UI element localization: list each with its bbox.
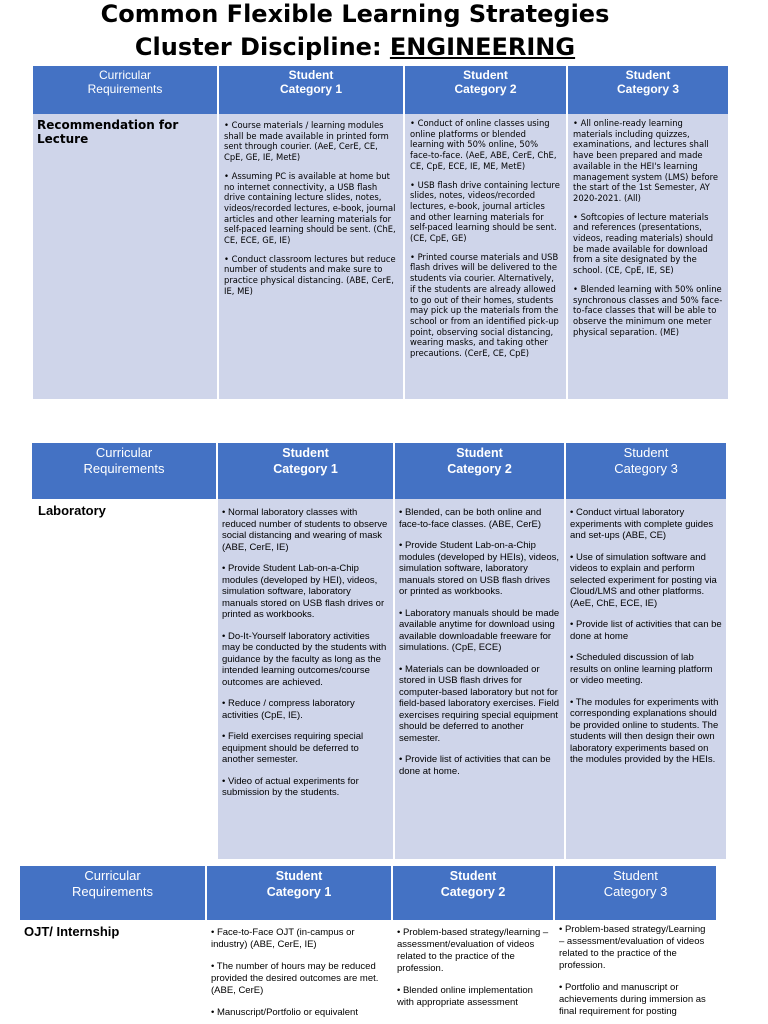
- row-label-ojt-internship: OJT/ Internship: [20, 920, 207, 1024]
- header-line: Requirements: [83, 461, 165, 476]
- list-item: • Materials can be downloaded or stored in USB flash drives for computer-based laboratory but not for field-based laboratory exercises. Field exercises requiring special equipment should be deferred to another semester.: [399, 663, 559, 744]
- ojt-category-1-cell: [207, 920, 393, 1024]
- list-item: • Conduct virtual laboratory experiments with complete guides and set-ups (ABE, CE): [570, 507, 714, 541]
- list-item: • Blended online implementation with appropriate assessment: [397, 985, 533, 1008]
- header-line: Category 3: [603, 884, 668, 899]
- list-item: • Do-It-Yourself laboratory activities may be conducted by the students with guidance by the faculty as long as the intended learning outcomes/course outcomes are achieved.: [222, 630, 387, 688]
- header-line: Student: [449, 869, 497, 883]
- page-title-line1: Common Flexible Learning Strategies: [100, 0, 610, 28]
- header-line: Student: [288, 68, 334, 82]
- header-line: Category 2: [440, 885, 506, 899]
- list-item: • Manuscript/Portfolio or equivalent: [211, 1007, 358, 1018]
- header-line: Category 1: [273, 462, 338, 476]
- header-curricular-requirements: [20, 866, 207, 920]
- list-item: • Portfolio and manuscript or achievements during immersion as final requirement for posting: [559, 982, 706, 1017]
- header-student-category-1: [219, 66, 405, 114]
- list-item: • Use of simulation software and videos to explain and perform selected experiment for posting via Cloud/LMS and other platforms. (AeE, ChE, ECE, IE): [570, 551, 717, 609]
- list-item: • Printed course materials and USB flash drives will be delivered to the students via courier. Alternatively, if the students are already allowed to go out of their homes, students may pick up the materials from the school or from an identified pick-up point, observing social distancing, wearing masks, and taking other precautions. (CerE, CE, CpE): [410, 251, 559, 359]
- header-student-category-3: [566, 443, 726, 499]
- header-line: Student: [613, 868, 658, 883]
- header-student-category-2: [405, 66, 568, 114]
- header-line: Curricular: [84, 868, 141, 883]
- list-item: • Provide list of activities that can be done at home.: [399, 754, 551, 777]
- list-item: • Blended learning with 50% online synchronous classes and 50% face-to-face classes that will be able to observe the minimum one meter physical separation. (ME): [573, 283, 723, 337]
- ojt-category-2-cell: [393, 920, 555, 1024]
- lab-category-3-cell: [566, 499, 726, 859]
- row-label-laboratory: Laboratory: [32, 499, 218, 859]
- list-item: • Blended, can be both online and face-to-face classes. (ABE, CerE): [399, 507, 542, 530]
- list-item: • Course materials / learning modules shall be made available in printed form sent through courier. (AeE, CerE, CE, CpE, GE, IE, MetE): [224, 120, 389, 163]
- list-item: • USB flash drive containing lecture slides, notes, videos/recorded lectures, e-book, journal articles and other learning materials for self-paced learning should be sent. (CE, CpE, GE): [410, 179, 560, 244]
- header-student-category-1: [218, 443, 395, 499]
- header-line: Category 2: [454, 82, 517, 96]
- header-line: Curricular: [98, 68, 151, 82]
- header-curricular-requirements: [32, 443, 218, 499]
- list-item: • Reduce / compress laboratory activities (CpE, IE).: [222, 698, 355, 721]
- header-line: Curricular: [95, 445, 153, 460]
- cluster-label: Cluster Discipline:: [134, 33, 390, 61]
- list-item: • All online-ready learning materials including quizzes, examinations, and lectures shall have been prepared and made available in the HEI's learning management system (LMS) before the start of the 1st Semester, AY 2020-2021. (All): [573, 118, 719, 203]
- laboratory-table: [32, 443, 726, 859]
- list-item: • Laboratory manuals should be made available anytime for download using available downloadable freeware for simulations. (CpE, ECE): [399, 607, 560, 653]
- list-item: • The number of hours may be reduced provided the desired outcomes are met. (ABE, CerE): [211, 961, 379, 996]
- list-item: • Problem-based strategy/Learning – assessment/evaluation of videos related to the practice of the profession.: [559, 924, 706, 971]
- list-item: • Video of actual experiments for submission by the students.: [222, 775, 359, 798]
- header-student-category-1: [207, 866, 393, 920]
- list-item: • Problem-based strategy/learning – assessment/evaluation of videos related to the practice of the profession.: [397, 927, 549, 974]
- header-line: Student: [623, 445, 669, 460]
- row-label-lecture: Recommendation for Lecture: [33, 114, 219, 399]
- list-item: • Conduct of online classes using online platforms or blended learning with 50% online, 50% face-to-face. (AeE, ABE, CerE, ChE, CE, CpE, ECE, IE, ME, MetE): [410, 118, 557, 171]
- list-item: • Scheduled discussion of lab results on online learning platform or video meeting.: [570, 652, 713, 686]
- lecture-category-3-cell: [568, 114, 728, 399]
- page-title-line2: [0, 33, 710, 61]
- header-line: Student: [275, 869, 323, 883]
- header-line: Student: [456, 446, 503, 460]
- header-line: Category 1: [279, 82, 343, 96]
- ojt-internship-table: [20, 866, 716, 1024]
- list-item: • Provide Student Lab-on-a-Chip modules (developed by HEIs), videos, simulation software, laboratory manuals stored on USB flash drives or printed as workbooks.: [399, 540, 559, 597]
- discipline-name: ENGINEERING: [389, 33, 576, 61]
- lab-category-2-cell: [395, 499, 566, 859]
- header-line: Requirements: [72, 884, 153, 899]
- list-item: • Face-to-Face OJT (in-campus or industry) (ABE, CerE, IE): [211, 927, 355, 950]
- ojt-category-3-cell: [555, 920, 716, 1024]
- header-line: Student: [625, 68, 671, 82]
- list-item: • Provide list of activities that can be done at home: [570, 619, 722, 642]
- header-line: Student: [282, 446, 329, 460]
- lecture-category-1-cell: [219, 114, 405, 399]
- header-line: Student: [463, 68, 508, 82]
- list-item: • Field exercises requiring special equipment should be deferred to another semester.: [222, 731, 364, 765]
- header-curricular-requirements: [33, 66, 219, 114]
- list-item: • Normal laboratory classes with reduced number of students to observe social distancing and wearing of mask (ABE, CerE, IE): [222, 507, 388, 553]
- list-item: • Assuming PC is available at home but no internet connectivity, a USB flash drive containing lecture slides, notes, videos/recorded lectures, e-book, journal articles and other learning materials for self-paced learning should be sent. (ChE, CE, ECE, GE, IE): [224, 170, 396, 246]
- header-student-category-3: [568, 66, 728, 114]
- list-item: • Conduct classroom lectures but reduce number of students and make sure to practice physical distancing. (ABE, CerE, IE, ME): [224, 253, 396, 296]
- lab-category-1-cell: [218, 499, 395, 859]
- header-student-category-2: [395, 443, 566, 499]
- header-student-category-3: [555, 866, 716, 920]
- list-item: • Provide Student Lab-on-a-Chip modules (developed by HEI), videos, simulation software, laboratory manuals stored on USB flash drives or printed as workbooks.: [222, 563, 385, 620]
- header-student-category-2: [393, 866, 555, 920]
- lecture-table: [33, 66, 728, 399]
- list-item: • Softcopies of lecture materials and references (presentations, videos, reading materials) should be made available for download from a site designated by the school. (CE, CpE, IE, SE): [573, 211, 714, 276]
- header-line: Category 3: [616, 82, 680, 96]
- lecture-category-2-cell: [405, 114, 568, 399]
- header-line: Category 2: [447, 462, 512, 476]
- header-line: Requirements: [87, 82, 163, 96]
- header-line: Category 3: [614, 461, 678, 476]
- header-line: Category 1: [266, 885, 332, 899]
- list-item: • The modules for experiments with corresponding explanations should be provided online to students. The students will then design their own laboratory experiments based on the modules provided by the HEIs.: [570, 696, 719, 765]
